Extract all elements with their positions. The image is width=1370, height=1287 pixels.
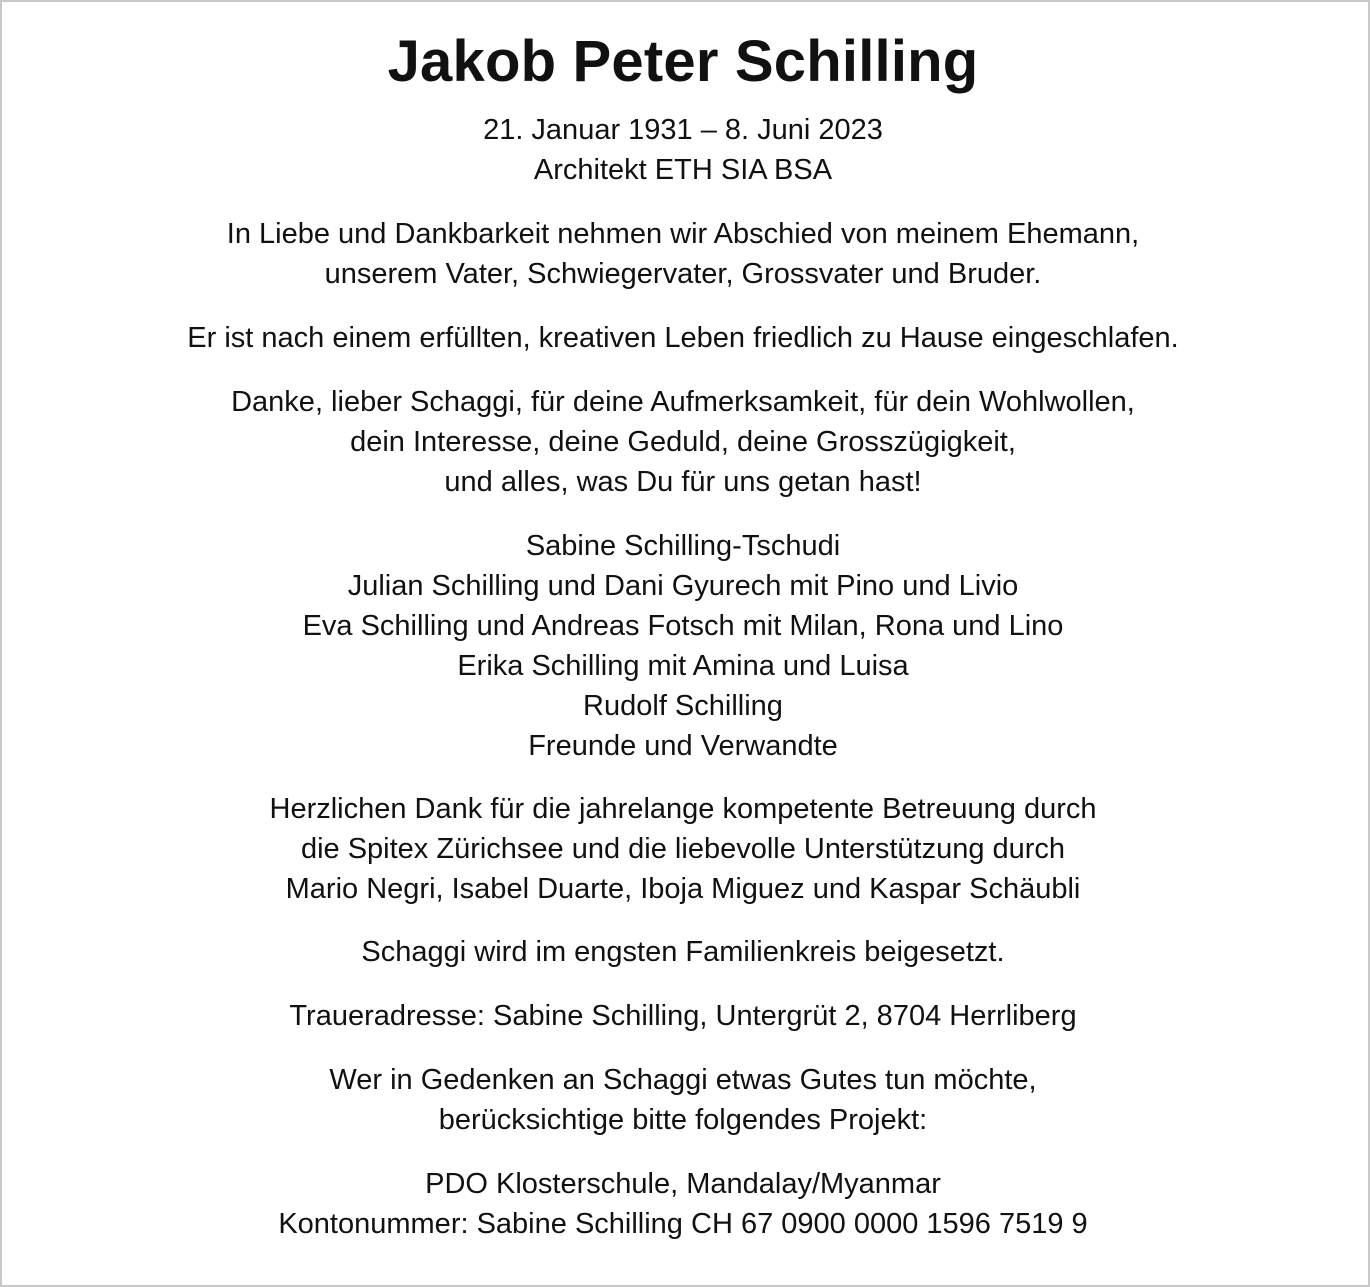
- project-name: PDO Klosterschule, Mandalay/Myanmar: [425, 1168, 941, 1200]
- family-member: Julian Schilling und Dani Gyurech mit Pino und Livio: [347, 570, 1019, 602]
- profession: Architekt ETH SIA BSA: [533, 154, 833, 186]
- intro-paragraph: [0, 214, 1366, 294]
- account-number: Kontonummer: Sabine Schilling CH 67 0900 0000 1596 7519 9: [278, 1208, 1088, 1240]
- address-paragraph: [0, 996, 1366, 1036]
- care-thanks-line: die Spitex Zürichsee und die liebevolle Unterstützung durch: [300, 833, 1066, 865]
- donation-line: berücksichtige bitte folgendes Projekt:: [438, 1104, 928, 1136]
- thanks-line: dein Interesse, deine Geduld, deine Grosszügigkeit,: [350, 426, 1016, 458]
- dates-block: [0, 110, 1366, 190]
- project-paragraph: [0, 1164, 1366, 1244]
- family-list: [0, 526, 1366, 766]
- thanks-line: und alles, was Du für uns getan hast!: [444, 466, 922, 498]
- life-span: 21. Januar 1931 – 8. Juni 2023: [483, 114, 883, 146]
- passed-line: Er ist nach einem erfüllten, kreativen Leben friedlich zu Hause eingeschlafen.: [187, 322, 1179, 354]
- family-member: Erika Schilling mit Amina und Luisa: [457, 650, 909, 682]
- donation-line: Wer in Gedenken an Schaggi etwas Gutes tun möchte,: [329, 1064, 1037, 1096]
- family-member: Eva Schilling und Andreas Fotsch mit Milan, Rona und Lino: [302, 610, 1064, 642]
- mourning-address: Traueradresse: Sabine Schilling, Untergrüt 2, 8704 Herrliberg: [289, 1000, 1077, 1032]
- family-member: Freunde und Verwandte: [528, 730, 838, 762]
- care-thanks-paragraph: [0, 789, 1366, 909]
- intro-line: unserem Vater, Schwiegervater, Grossvater und Bruder.: [324, 258, 1042, 290]
- burial-paragraph: [0, 932, 1366, 972]
- care-thanks-line: Mario Negri, Isabel Duarte, Iboja Miguez und Kaspar Schäubli: [285, 873, 1081, 905]
- family-member: Rudolf Schilling: [583, 690, 783, 722]
- burial-line: Schaggi wird im engsten Familienkreis beigesetzt.: [361, 936, 1005, 968]
- thanks-paragraph: [0, 382, 1366, 502]
- family-member: Sabine Schilling-Tschudi: [525, 530, 841, 562]
- care-thanks-line: Herzlichen Dank für die jahrelange kompetente Betreuung durch: [269, 793, 1097, 825]
- thanks-line: Danke, lieber Schaggi, für deine Aufmerksamkeit, für dein Wohlwollen,: [231, 386, 1135, 418]
- deceased-name: Jakob Peter Schilling: [387, 29, 979, 94]
- donation-paragraph: [0, 1060, 1366, 1140]
- passed-paragraph: [0, 318, 1366, 358]
- intro-line: In Liebe und Dankbarkeit nehmen wir Abschied von meinem Ehemann,: [226, 218, 1140, 250]
